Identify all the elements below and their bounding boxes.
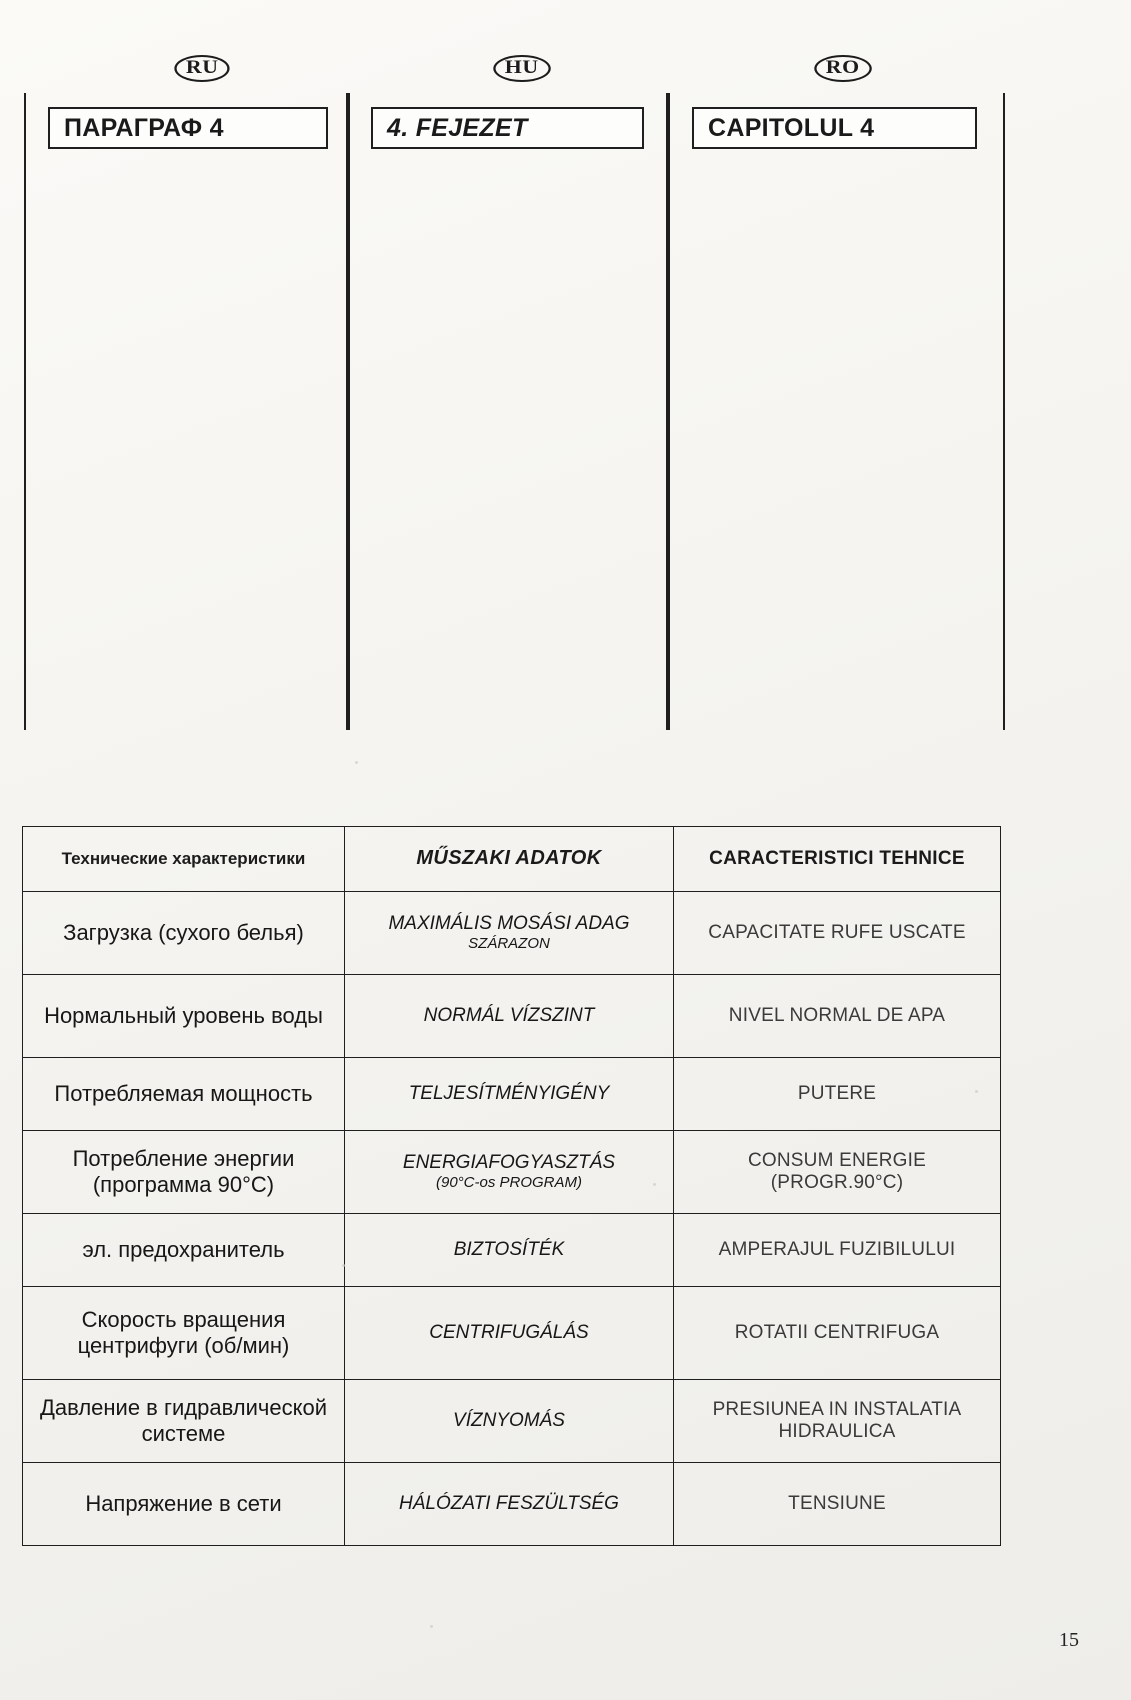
paper-speckle	[342, 1264, 345, 1267]
spec-label-romanian-main: PUTERE	[797, 1082, 877, 1104]
spec-label-romanian-sub: HIDRAULICA	[778, 1421, 896, 1442]
spec-label-hungarian	[345, 1463, 674, 1546]
table-row	[23, 1058, 1001, 1131]
spec-label-romanian	[674, 1131, 1001, 1214]
column-frame-romanian	[666, 93, 1005, 730]
spec-label-romanian-main: TENSIUNE	[788, 1492, 886, 1514]
spec-label-hungarian-main: HÁLÓZATI FESZÜLTSÉG	[399, 1492, 619, 1514]
column-frame-hungarian	[346, 93, 670, 730]
chapter-title-box-romanian	[692, 107, 977, 149]
spec-label-russian: Скорость вращения центрифуги (об/мин)	[23, 1287, 345, 1380]
spec-label-hungarian-sub: (90°C-os PROGRAM)	[435, 1174, 582, 1192]
chapter-title-hungarian: 4. FEJEZET	[387, 113, 528, 142]
language-badge-row	[0, 55, 1131, 89]
page-number: 15	[1059, 1629, 1079, 1651]
spec-label-hungarian-main: CENTRIFUGÁLÁS	[429, 1321, 589, 1343]
spec-label-hungarian-sub: SZÁRAZON	[468, 935, 550, 953]
spec-label-hungarian	[345, 1214, 674, 1287]
table-row	[23, 975, 1001, 1058]
spec-label-romanian	[674, 1214, 1001, 1287]
spec-label-hungarian	[345, 1131, 674, 1214]
spec-label-hungarian	[345, 1380, 674, 1463]
spec-label-romanian-main: AMPERAJUL FUZIBILULUI	[718, 1238, 956, 1260]
spec-label-russian: Нормальный уровень воды	[23, 975, 345, 1058]
paper-speckle	[975, 1090, 978, 1093]
paper-speckle	[355, 761, 358, 764]
spec-label-russian: Загрузка (сухого белья)	[23, 892, 345, 975]
spec-label-romanian-main: ROTATII CENTRIFUGA	[734, 1321, 940, 1343]
chapter-title-box-hungarian	[371, 107, 644, 149]
table-row	[23, 1214, 1001, 1287]
paper-speckle	[653, 1183, 656, 1186]
spec-label-hungarian-main: NORMÁL VÍZSZINT	[423, 1004, 595, 1026]
spec-label-hungarian	[345, 892, 674, 975]
spec-label-hungarian	[345, 975, 674, 1058]
spec-label-romanian	[674, 1463, 1001, 1546]
table-row	[23, 1380, 1001, 1463]
technical-specifications-table	[22, 826, 1001, 1546]
table-header-romanian: CARACTERISTICI TEHNICE	[674, 827, 1001, 892]
spec-label-russian: эл. предохранитель	[23, 1214, 345, 1287]
table-header-russian: Технические характеристики	[23, 827, 345, 892]
chapter-title-romanian: CAPITOLUL 4	[708, 113, 875, 142]
russian-language-badge: RU	[174, 55, 230, 82]
spec-label-romanian-main: PRESIUNEA IN INSTALATIA	[712, 1398, 962, 1420]
table-row	[23, 1287, 1001, 1380]
column-frame-russian	[24, 93, 350, 730]
paper-speckle	[430, 1625, 433, 1628]
table-row	[23, 1131, 1001, 1214]
spec-label-romanian-sub: (PROGR.90°C)	[770, 1172, 904, 1193]
spec-label-hungarian-main: TELJESÍTMÉNYIGÉNY	[408, 1082, 610, 1104]
spec-label-romanian-main: CAPACITATE RUFE USCATE	[708, 921, 966, 943]
spec-label-romanian	[674, 892, 1001, 975]
spec-label-romanian	[674, 975, 1001, 1058]
spec-label-romanian	[674, 1380, 1001, 1463]
spec-label-hungarian-main: VÍZNYOMÁS	[453, 1409, 565, 1431]
chapter-title-russian: ПАРАГРАФ 4	[64, 113, 224, 142]
table-header-hungarian: MŰSZAKI ADATOK	[345, 827, 674, 892]
table-row	[23, 892, 1001, 975]
spec-label-romanian	[674, 1287, 1001, 1380]
spec-label-hungarian	[345, 1287, 674, 1380]
spec-label-hungarian-main: ENERGIAFOGYASZTÁS	[402, 1151, 616, 1173]
spec-label-romanian-main: NIVEL NORMAL DE APA	[728, 1004, 946, 1026]
table-header-row	[23, 827, 1001, 892]
romanian-language-badge: RO	[814, 55, 871, 82]
spec-label-hungarian-main: BIZTOSÍTÉK	[453, 1238, 565, 1260]
table-row	[23, 1463, 1001, 1546]
spec-label-romanian	[674, 1058, 1001, 1131]
chapter-title-box-russian	[48, 107, 328, 149]
spec-label-russian: Потребление энергии (программа 90°C)	[23, 1131, 345, 1214]
spec-label-russian: Давление в гидравлической системе	[23, 1380, 345, 1463]
spec-label-russian: Потребляемая мощность	[23, 1058, 345, 1131]
spec-label-romanian-main: CONSUM ENERGIE	[747, 1149, 927, 1171]
hungarian-language-badge: HU	[493, 55, 550, 82]
spec-label-russian: Напряжение в сети	[23, 1463, 345, 1546]
spec-label-hungarian	[345, 1058, 674, 1131]
spec-label-hungarian-main: MAXIMÁLIS MOSÁSI ADAG	[388, 912, 630, 934]
